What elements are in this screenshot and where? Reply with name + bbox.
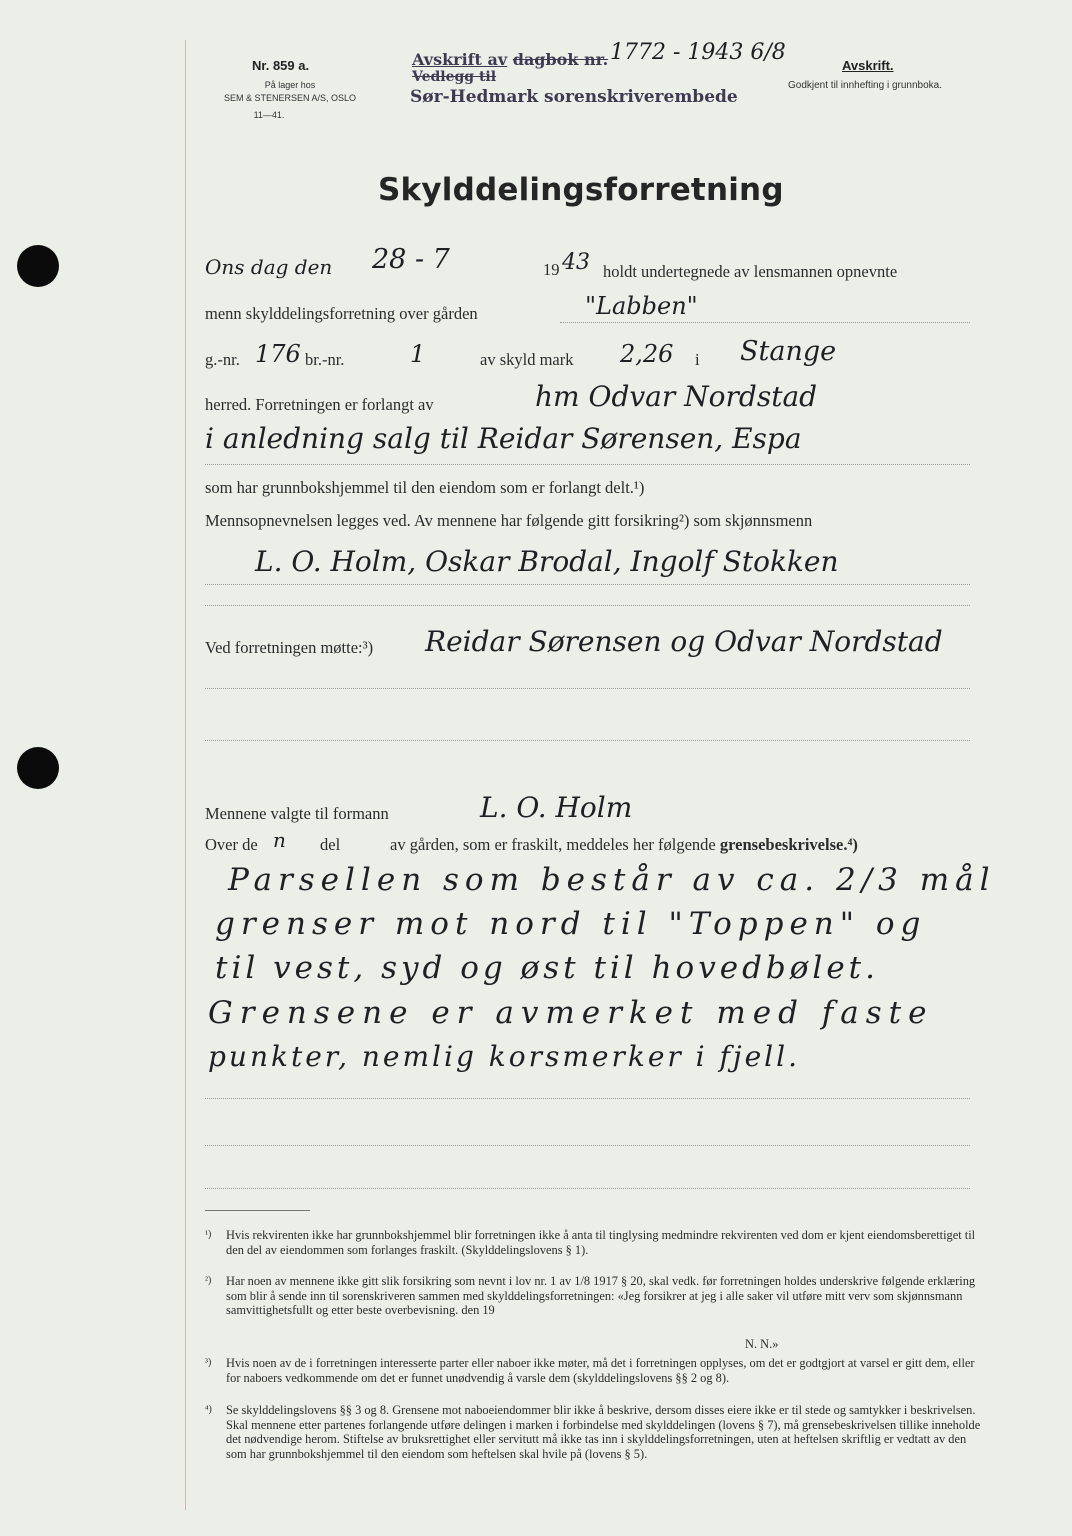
gnr-label: g.-nr. xyxy=(205,350,240,369)
dotline-desc-a xyxy=(205,1098,970,1099)
page-title: Skylddelingsforretning xyxy=(378,172,784,208)
chairman: L. O. Holm xyxy=(480,791,633,824)
dotline-9a xyxy=(205,688,970,689)
footnote-1-num: ¹) xyxy=(205,1229,212,1240)
line6-text: som har grunnbokshjemmel til den eiendom som er forlangt delt.¹) xyxy=(205,478,645,497)
i-label: i xyxy=(695,350,700,369)
footnote-4-num: ⁴) xyxy=(205,1404,212,1415)
stamp-office: Sør-Hedmark sorenskriverembede xyxy=(410,87,738,107)
dotline-2 xyxy=(560,322,970,323)
line9-text: Ved forretningen møtte:³) xyxy=(205,638,374,657)
line7-text: Mennsopnevnelsen legges ved. Av mennene har følgende gitt forsikring²) som skjønnsmenn xyxy=(205,511,813,530)
appraisers: L. O. Holm, Oskar Brodal, Ingolf Stokken xyxy=(255,545,839,578)
bnr-value: 1 xyxy=(410,340,426,368)
occasion: i anledning salg til Reidar Sørensen, Espa xyxy=(205,422,802,455)
line11-a: Over de xyxy=(205,835,258,854)
description-line-1: Parsellen som består av ca. 2/3 mål xyxy=(228,862,996,898)
publisher-line1: På lager hos xyxy=(264,80,316,90)
line11-b: del xyxy=(320,835,341,854)
bnr-label: br.-nr. xyxy=(305,350,345,369)
date-value: 28 - 7 xyxy=(372,244,450,275)
line11-c xyxy=(390,835,858,855)
line11-c-text: av gården, som er fraskilt, meddeles her følgende xyxy=(390,835,716,854)
stamp-struck: Vedlegg til xyxy=(412,69,497,85)
footnote-4: Se skylddelingslovens §§ 3 og 8. Grensene mot naboeiendommer blir ikke å beskrive, dersom disses eiere ikke er til stede og samtykker i beskrivelsen. Skal mennene etter partenes forlangende utføre delingen i marken i forbindelse med skylddelingen (lovens § 7), må grensebeskrivelsen tillike inneholde det nødvendige herom. Stiftelse av bruksrettighet eller servitutt må ikke tas inn i skylddelingsforretningen, uten at heftelsen skriftlig er vedtatt av den som har grunnbokshjemmel til den eiendom som heftelsen skal hvile på (lovens § 5). xyxy=(226,1403,981,1461)
stamp-part2: dagbok nr. xyxy=(512,50,609,69)
weekday: Ons dag den xyxy=(205,255,333,279)
description-line-3: til vest, syd og øst til hovedbølet. xyxy=(215,950,879,986)
dotline-desc-b xyxy=(205,1145,970,1146)
mark-value: 2,26 xyxy=(620,340,674,368)
footnote-1: Hvis rekvirenten ikke har grunnbokshjemmel blir forretningen ikke å anta til tinglysing medmindre rekvirenten ved dom er kjent eiendomsberettiget til den del av eiendommen som forlanges fraskilt. (Skylddelingslovens § 1). xyxy=(226,1228,976,1257)
year-value: 43 xyxy=(562,250,590,275)
description-line-4: Grensene er avmerket med faste xyxy=(208,995,934,1031)
line2-text: menn skylddelingsforretning over gården xyxy=(205,304,478,323)
journal-number: 1772 - 1943 6/8 xyxy=(610,40,786,65)
dotline-8b xyxy=(205,605,970,606)
footnote-2-signature: N. N.» xyxy=(745,1337,779,1351)
description-line-2: grenser mot nord til "Toppen" og xyxy=(215,906,927,942)
dotline-desc-c xyxy=(205,1188,970,1189)
stamp-copy-of xyxy=(412,50,608,69)
footnote-3: Hvis noen av de i forretningen interesserte parter eller naboer ikke møter, må det i forretningen opplyses, om det er godtgjort at varsel er gitt dem, eller for naboers vedkommende om det er funnet unødvendig å varsle dem (skylddelingslovens §§ 2 og 8). xyxy=(226,1356,975,1385)
line11-bold: grensebeskrivelse.⁴) xyxy=(719,835,858,854)
margin-line xyxy=(185,40,186,1510)
dotline-8a xyxy=(205,584,970,585)
line1-text: holdt undertegnede av lensmannen opnevnte xyxy=(603,262,898,281)
footnote-2-num: ²) xyxy=(205,1275,212,1286)
right-title: Avskrift. xyxy=(842,58,894,73)
footnote-separator xyxy=(205,1210,310,1211)
requester: hm Odvar Nordstad xyxy=(535,380,818,413)
attendees: Reidar Sørensen og Odvar Nordstad xyxy=(425,625,943,658)
form-number: Nr. 859 a. xyxy=(252,58,310,73)
right-subtitle: Godkjent til innhefting i grunnboka. xyxy=(788,80,942,91)
line4-text: herred. Forretningen er forlangt av xyxy=(205,395,434,414)
line10-text: Mennene valgte til formann xyxy=(205,804,389,823)
skyld-label: av skyld mark xyxy=(480,350,574,369)
punch-hole-bottom xyxy=(17,747,59,789)
dotline-9b xyxy=(205,740,970,741)
dotline-5 xyxy=(205,464,970,465)
line11-hand: n xyxy=(273,828,286,852)
farm-name: "Labben" xyxy=(585,292,698,320)
gnr-value: 176 xyxy=(255,340,301,368)
punch-hole-top xyxy=(17,245,59,287)
year-prefix: 19 xyxy=(543,260,560,279)
footnote-2: Har noen av mennene ikke gitt slik forsikring som nevnt i lov nr. 1 av 1/8 1917 § 20, skal vedk. før forretningen holdes underskrive følgende erklæring som blir å sende inn til sorenskriveren sammen med skylddelingsforretningen: «Jeg forsikrer at jeg i alle saker vil utføre mitt verv som skjønnsmann samvittighetsfullt og etter beste overbevisning. den 19 xyxy=(226,1274,976,1317)
footnote-3-num: ³) xyxy=(205,1357,212,1368)
herred-value: Stange xyxy=(740,336,837,367)
description-line-5: punkter, nemlig korsmerker i fjell. xyxy=(208,1040,800,1073)
print-code: 11—41. xyxy=(253,110,285,120)
stamp-part1: Avskrift av xyxy=(412,50,508,69)
publisher-line2: SEM & STENERSEN A/S, OSLO xyxy=(223,93,357,103)
